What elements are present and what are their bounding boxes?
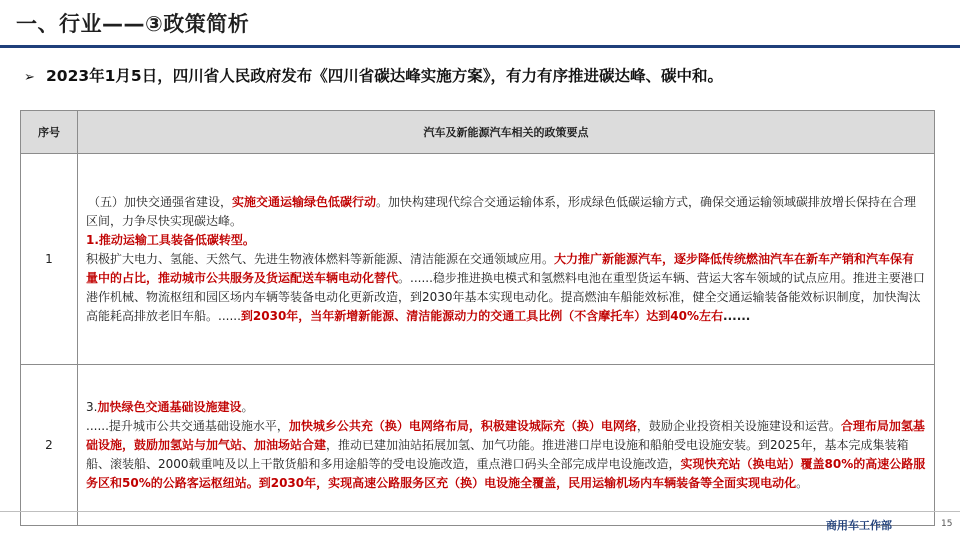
title-divider: [0, 45, 960, 48]
row-number: 2: [21, 365, 78, 526]
footer-divider: [0, 511, 960, 512]
page-title: 一、行业——③政策简析: [16, 12, 250, 36]
paragraph: ......提升城市公共交通基础设施水平，加快城乡公共充（换）电网络布局，积极建设城际充（换）电网络，鼓励企业投资相关设施建设和运营。合理布局加氢基础设施，鼓励加氢站与加气站、加油场站合建，推动已建加油站拓展加氢、加气功能。推进港口岸电设施和船舶受电设施安装。到2025年，基本完成集装箱船、滚装船、2000载重吨及以上干散货船和多用途船等的受电设施改造，重点港口码头全部完成岸电设施改造，实现快充站（换电站）覆盖80%的高速公路服务区和50%的公路客运枢纽站。到2030年，实现高速公路服务区充（换）电设施全覆盖，民用运输机场内车辆装备等全面实现电动化。: [86, 418, 926, 490]
sub-heading: 3.加快绿色交通基础设施建设。: [86, 399, 254, 414]
sub-heading: 1.推动运输工具装备低碳转型。: [86, 232, 255, 247]
row-number: 1: [21, 154, 78, 365]
table-row: [21, 365, 935, 526]
table-row: [21, 154, 935, 365]
table-header-row: [21, 111, 935, 154]
policy-points-cell: [78, 154, 935, 365]
arrow-bullet-icon: ➢: [24, 70, 35, 85]
summary-text: 2023年1月5日，四川省人民政府发布《四川省碳达峰实施方案》，有力有序推进碳达峰、碳中和。: [46, 67, 723, 85]
page-number: 15: [941, 519, 953, 529]
paragraph: （五）加快交通强省建设，实施交通运输绿色低碳行动。加快构建现代综合交通运输体系，形成绿色低碳运输方式，确保交通运输领域碳排放增长保持在合理区间，力争尽快实现碳达峰。: [86, 194, 917, 228]
department-label: 商用车工作部: [826, 519, 892, 532]
policy-table: [20, 110, 935, 526]
col-header-num: 序号: [21, 111, 78, 154]
summary-bullet: [24, 64, 944, 86]
col-header-points: 汽车及新能源汽车相关的政策要点: [78, 111, 935, 154]
policy-points-cell: [78, 365, 935, 526]
paragraph: 积极扩大电力、氢能、天然气、先进生物液体燃料等新能源、清洁能源在交通领域应用。大力推广新能源汽车，逐步降低传统燃油汽车在新车产销和汽车保有量中的占比，推动城市公共服务及货运配送车辆电动化替代。......稳步推进换电模式和氢燃料电池在重型货运车辆、营运大客车领域的试点应用。推进主要港口港作机械、物流枢纽和园区场内车辆等装备电动化更新改造，到2030年基本实现电动化。提高燃油车船能效标准，健全交通运输装备能效标识制度，加快淘汰高能耗高排放老旧车船。......到2030年，当年新增新能源、清洁能源动力的交通工具比例（不含摩托车）达到40%左右......: [86, 251, 925, 323]
